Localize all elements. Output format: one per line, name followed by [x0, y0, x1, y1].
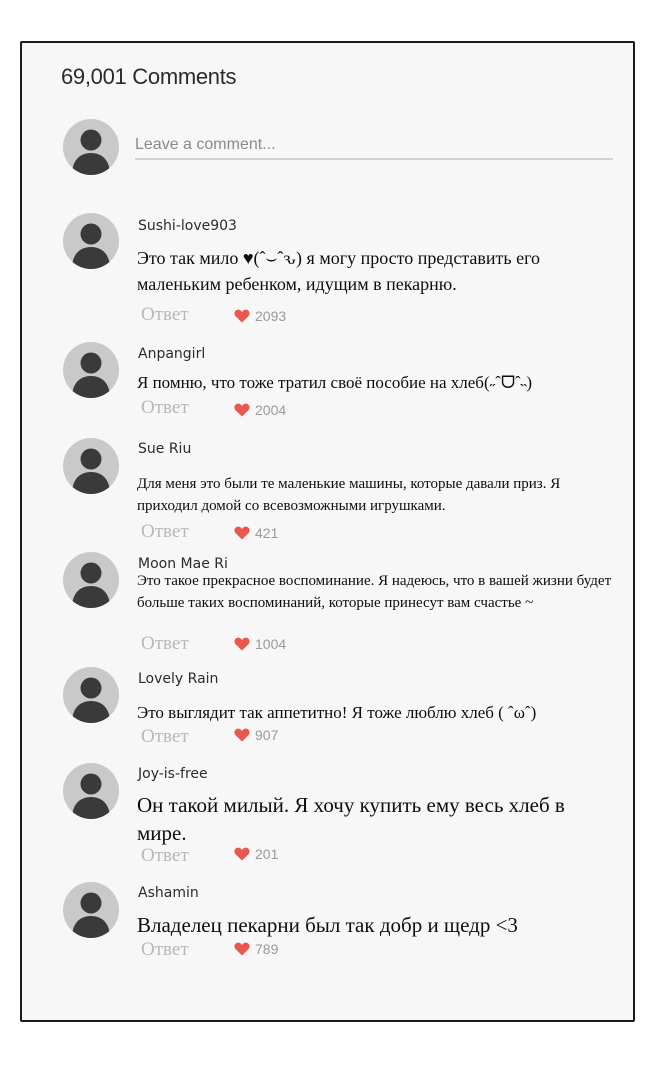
comment-text: Это так мило ♥(ˆ⌣ˆԅ) я могу просто представить его маленьким ребенком, идущим в пекарню. — [137, 248, 541, 294]
heart-icon — [234, 847, 250, 861]
like-button[interactable] — [234, 525, 278, 541]
heart-icon — [234, 942, 250, 956]
like-button[interactable] — [234, 846, 278, 862]
comment-text: Это такое прекрасное воспоминание. Я надеюсь, что в вашей жизни будет больше таких воспоминаний, которые принесут вам счастье ~ — [137, 573, 612, 611]
comment-input[interactable] — [135, 132, 613, 160]
heart-icon — [234, 728, 250, 742]
user-avatar-icon — [63, 552, 119, 608]
user-avatar-icon — [63, 342, 119, 398]
comment-username[interactable]: Anpangirl — [138, 346, 206, 362]
current-user-avatar-icon — [63, 119, 119, 175]
comment-text: Для меня это были те маленькие машины, которые давали приз. Я приходил домой со всевозможными игрушками. — [137, 476, 561, 514]
reply-button[interactable]: Ответ — [141, 939, 189, 960]
user-avatar-icon — [63, 667, 119, 723]
heart-icon — [234, 309, 250, 323]
reply-button[interactable]: Ответ — [141, 845, 189, 866]
comment-text: Это выглядит так аппетитно! Я тоже люблю хлеб ( ˆωˆ) — [137, 703, 537, 722]
heart-icon — [234, 526, 250, 540]
like-count: 1004 — [255, 636, 287, 652]
like-button[interactable] — [234, 308, 286, 324]
like-button[interactable] — [234, 636, 286, 652]
comment-text: Он такой милый. Я хочу купить ему весь хлеб в мире. — [137, 793, 565, 845]
comment-text: Владелец пекарни был так добр и щедр <3 — [137, 913, 518, 937]
like-count: 2004 — [255, 402, 287, 418]
like-count: 789 — [255, 941, 279, 957]
user-avatar-icon — [63, 213, 119, 269]
comment-username[interactable]: Moon Mae Ri — [138, 556, 228, 572]
comment-username[interactable]: Joy-is-free — [138, 766, 208, 782]
reply-button[interactable]: Ответ — [141, 633, 189, 654]
like-count: 201 — [255, 846, 279, 862]
comment-text: Я помню, что тоже тратил своё пособие на хлеб(˶ˆᗜˆ˵) — [137, 373, 533, 392]
comment-username[interactable]: Ashamin — [138, 885, 199, 901]
reply-button[interactable]: Ответ — [141, 521, 189, 542]
like-button[interactable] — [234, 941, 278, 957]
like-count: 421 — [255, 525, 279, 541]
heart-icon — [234, 637, 250, 651]
comment-count-title: 69,001 Comments — [61, 64, 237, 89]
like-count: 907 — [255, 727, 279, 743]
like-button[interactable] — [234, 402, 286, 418]
comments-panel — [20, 41, 635, 1022]
like-count: 2093 — [255, 308, 287, 324]
comment-username[interactable]: Sushi-love903 — [138, 218, 237, 234]
reply-button[interactable]: Ответ — [141, 397, 189, 418]
heart-icon — [234, 403, 250, 417]
user-avatar-icon — [63, 882, 119, 938]
reply-button[interactable]: Ответ — [141, 726, 189, 747]
user-avatar-icon — [63, 438, 119, 494]
reply-button[interactable]: Ответ — [141, 304, 189, 325]
like-button[interactable] — [234, 727, 278, 743]
user-avatar-icon — [63, 763, 119, 819]
comment-username[interactable]: Sue Riu — [138, 441, 192, 457]
comment-username[interactable]: Lovely Rain — [138, 671, 219, 687]
